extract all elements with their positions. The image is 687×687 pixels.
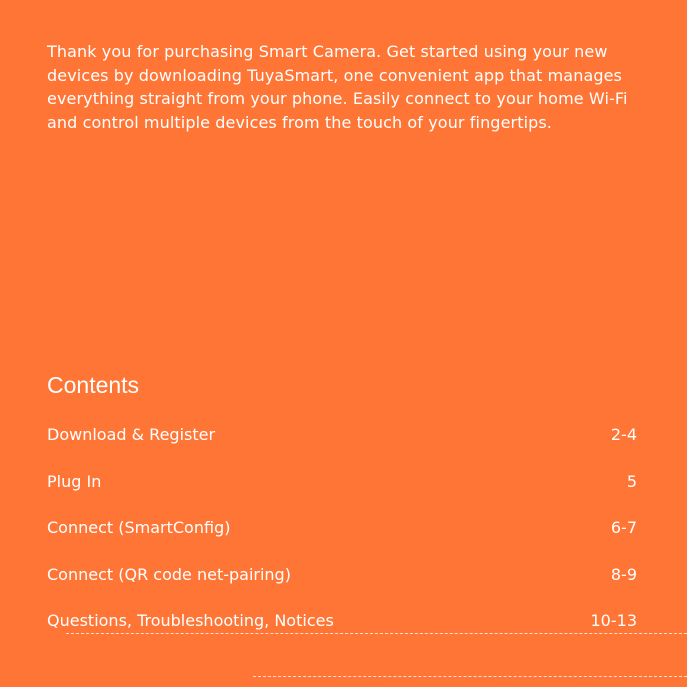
dashed-divider: [66, 633, 687, 634]
toc-item-questions-troubleshooting[interactable]: [47, 608, 637, 655]
toc-item-label: Download & Register: [47, 425, 216, 444]
toc-item-page-number: 5: [626, 471, 637, 491]
toc-item-page-number: 6-7: [610, 518, 637, 538]
intro-paragraph: Thank you for purchasing Smart Camera. Get started using your new devices by downloading TuyaSmart, one convenient app that manages everything straight from your phone. Easily connect to your home Wi-Fi and control multiple devices from the touch of your fingertips.: [47, 42, 628, 132]
toc-item-connect-smartconfig[interactable]: [47, 515, 637, 562]
dashed-divider: [253, 676, 687, 677]
toc-item-label: Questions, Troubleshooting, Notices: [47, 611, 334, 631]
toc-item-page-number: 8-9: [610, 564, 637, 584]
toc-item-plug-in[interactable]: [47, 469, 637, 516]
toc-item-label: Connect (SmartConfig): [47, 518, 231, 538]
contents-heading: Contents: [47, 372, 140, 398]
toc-item-download-register[interactable]: [47, 422, 637, 469]
toc-item-page-number: 10-13: [590, 611, 637, 631]
toc-item-connect-qr-code[interactable]: [47, 562, 637, 609]
toc-item-page-number: 2-4: [610, 425, 637, 444]
toc-item-label: Plug In: [47, 471, 102, 491]
toc-item-label: Connect (QR code net-pairing): [47, 564, 291, 584]
table-of-contents: [47, 422, 637, 655]
